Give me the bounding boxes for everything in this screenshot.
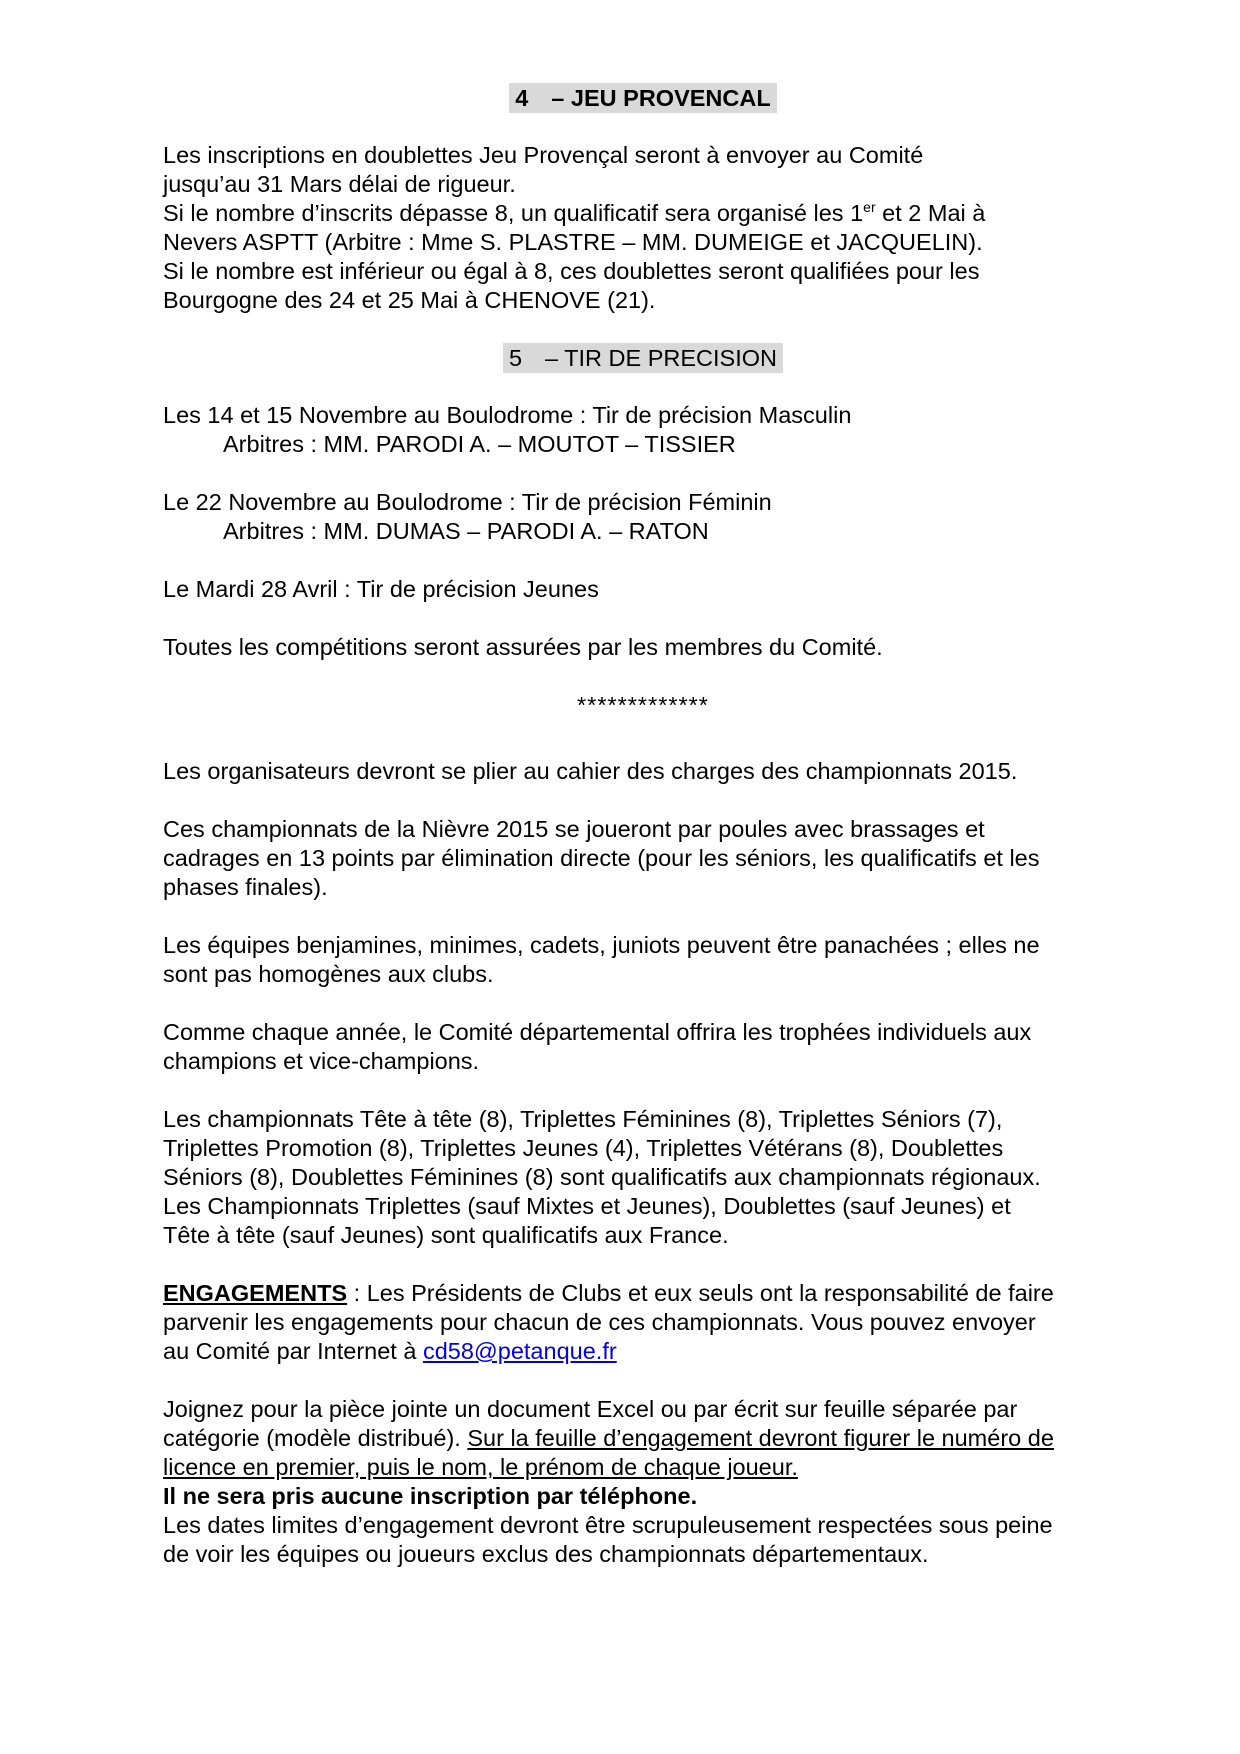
superscript: er xyxy=(863,199,876,216)
paragraph-engagements: ENGAGEMENTS : Les Présidents de Clubs et eux seuls ont la responsabilité de faire parvenir les engagements pour chacun de ces championnats. Vous pouvez envoyer au Comité par Internet à cd58@petanque.fr xyxy=(163,1280,1054,1364)
section-5-highlight xyxy=(503,343,783,373)
paragraph-format: Ces championnats de la Nièvre 2015 se joueront par poules avec brassages et cadrages en 13 points par élimination directe (pour les séniors, les qualificatifs et les phases finales). xyxy=(163,816,1040,900)
paragraph-trophies: Comme chaque année, le Comité départemental offrira les trophées individuels aux champions et vice-champions. xyxy=(163,1019,1032,1074)
section-4-heading xyxy=(163,84,1123,113)
paragraph-qualifying: Les championnats Tête à tête (8), Triplettes Féminines (8), Triplettes Séniors (7), Triplettes Promotion (8), Triplettes Jeunes (4), Triplettes Vétérans (8), Doublettes Séniors (8), Doublettes Féminines (8) sont qualificatifs aux championnats régionaux. Les Championnats Triplettes (sauf Mixtes et Jeunes), Doublettes (sauf Jeunes) et Tête à tête (sauf Jeunes) sont qualificatifs aux France. xyxy=(163,1106,1041,1248)
separator: ************* xyxy=(577,692,709,718)
underlined-instruction: licence en premier, puis le nom, le prénom de chaque joueur. xyxy=(163,1454,798,1480)
section-4-highlight xyxy=(509,83,776,113)
section-4-title: – JEU PROVENCAL xyxy=(551,85,771,111)
section-4-line: jusqu’au 31 Mars délai de rigueur. xyxy=(163,171,516,197)
email-link[interactable]: cd58@petanque.fr xyxy=(422,1338,617,1364)
section-5-title: – TIR DE PRECISION xyxy=(544,345,777,371)
event-line: Les 14 et 15 Novembre au Boulodrome : Tir de précision Masculin xyxy=(163,402,852,428)
assurance-line: Toutes les compétitions seront assurées par les membres du Comité. xyxy=(163,634,883,660)
engagements-label: ENGAGEMENTS xyxy=(163,1280,348,1306)
section-4-line: Bourgogne des 24 et 25 Mai à CHENOVE (21). xyxy=(163,287,656,313)
event-line: Le 22 Novembre au Boulodrome : Tir de précision Féminin xyxy=(163,489,772,515)
section-5-heading xyxy=(163,344,1123,373)
event-referees: Arbitres : MM. PARODI A. – MOUTOT – TISSIER xyxy=(223,431,736,457)
section-4-line: Si le nombre est inférieur ou égal à 8, ces doublettes seront qualifiées pour les xyxy=(163,258,980,284)
event-referees: Arbitres : MM. DUMAS – PARODI A. – RATON xyxy=(223,518,709,544)
paragraph-teams: Les équipes benjamines, minimes, cadets, juniots peuvent être panachées ; elles ne sont pas homogènes aux clubs. xyxy=(163,932,1040,987)
section-4-body xyxy=(163,141,1123,315)
no-phone-notice: Il ne sera pris aucune inscription par téléphone. xyxy=(163,1483,698,1509)
section-5-number: 5 xyxy=(508,345,523,371)
underlined-instruction: Sur la feuille d’engagement devront figurer le numéro de xyxy=(467,1425,1054,1451)
section-4-number: 4 xyxy=(515,85,529,111)
paragraph-organisers: Les organisateurs devront se plier au cahier des charges des championnats 2015. xyxy=(163,758,1018,784)
event-line: Le Mardi 28 Avril : Tir de précision Jeunes xyxy=(163,576,599,602)
section-4-line: Si le nombre d’inscrits dépasse 8, un qualificatif sera organisé les 1er et 2 Mai à xyxy=(163,199,986,226)
document-page xyxy=(163,84,1123,1569)
paragraph-attachment: Joignez pour la pièce jointe un document Excel ou par écrit sur feuille séparée par catégorie (modèle distribué). Sur la feuille d’engagement devront figurer le numéro de licence en premier, puis le nom, le prénom de chaque joueur. Il ne sera pris aucune inscription par téléphone. Les dates limites d’engagement devront être scrupuleusement respectées sous peine de voir les équipes ou joueurs exclus des championnats départementaux. xyxy=(163,1395,1123,1569)
section-4-line: Nevers ASPTT (Arbitre : Mme S. PLASTRE – MM. DUMEIGE et JACQUELIN). xyxy=(163,229,983,255)
section-4-line: Les inscriptions en doublettes Jeu Provençal seront à envoyer au Comité xyxy=(163,142,924,168)
